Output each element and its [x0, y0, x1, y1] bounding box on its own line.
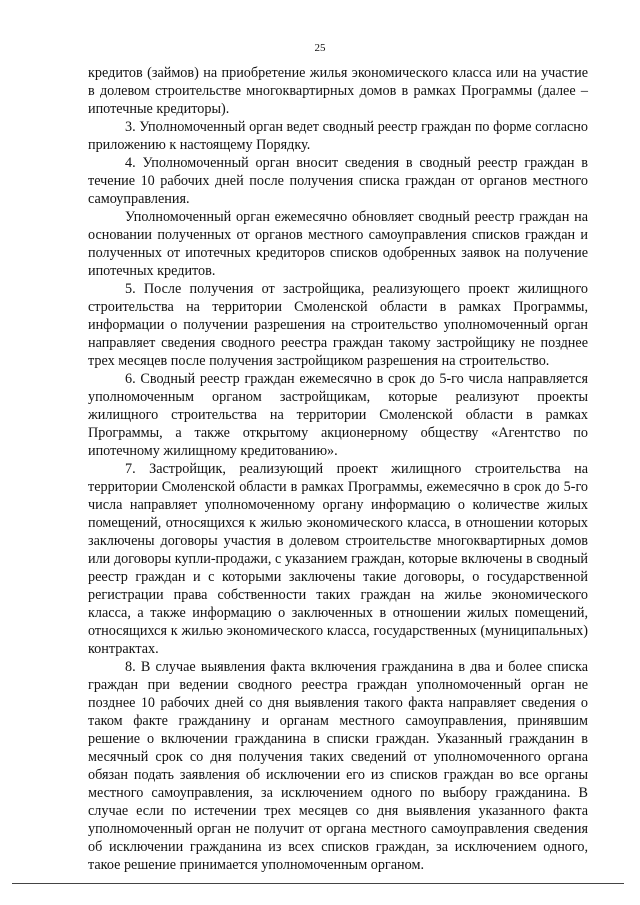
document-body: [88, 64, 588, 874]
paragraph-item-7: 7. Застройщик, реализующий проект жилищного строительства на территории Смоленской области в рамках Программы, ежемесячно в срок до 5-го числа направляет уполномоченному органу информацию о количестве жилых помещений, относящихся к жилью экономического класса, в отношении которых заключены договоры участия в долевом строительстве многоквартирных домов или договоры купли-продажи, с указанием граждан, которые включены в сводный реестр граждан и с которыми заключены такие договоры, о государственной регистрации права собственности таких граждан на жилье экономического класса, а также информацию о заключенных в отношении жилых помещений, относящихся к жилью экономического класса, государственных (муниципальных) контрактах.: [88, 461, 588, 657]
paragraph-item-4-continuation: Уполномоченный орган ежемесячно обновляет сводный реестр граждан на основании полученных от органов местного самоуправления списков граждан и полученных от ипотечных кредиторов списков одобренных заявок на получение ипотечных кредитов.: [88, 209, 588, 279]
bottom-divider: [12, 883, 624, 884]
paragraph-item-6: 6. Сводный реестр граждан ежемесячно в срок до 5-го числа направляется уполномоченным органом застройщикам, которые реализуют проекты жилищного строительства на территории Смоленской области в рамках Программы, а также открытому акционерному обществу «Агентство по ипотечному жилищному кредитованию».: [88, 371, 588, 459]
paragraph-item-3: 3. Уполномоченный орган ведет сводный реестр граждан по форме согласно приложению к настоящему Порядку.: [88, 119, 588, 153]
paragraph-item-5: 5. После получения от застройщика, реализующего проект жилищного строительства на территории Смоленской области в рамках Программы, информации о получении разрешения на строительство уполномоченный орган направляет сведения сводного реестра граждан такому застройщику не позднее трех месяцев после получения застройщиком разрешения на строительство.: [88, 281, 588, 369]
page-number: 25: [314, 42, 326, 54]
paragraph-intro-continuation: кредитов (займов) на приобретение жилья экономического класса или на участие в долевом строительстве многоквартирных домов в рамках Программы (далее – ипотечные кредиторы).: [88, 65, 588, 117]
paragraph-item-4: 4. Уполномоченный орган вносит сведения в сводный реестр граждан в течение 10 рабочих дней после получения списка граждан от органов местного самоуправления.: [88, 155, 588, 207]
paragraph-item-8: 8. В случае выявления факта включения гражданина в два и более списка граждан при ведении сводного реестра граждан уполномоченный орган не позднее 10 рабочих дней со дня выявления такого факта направляет сведения о таком факте гражданину и органам местного самоуправления, принявшим решение о включении гражданина в списки граждан. Указанный гражданин в месячный срок со дня получения таких сведений от уполномоченного органа обязан подать заявления об исключении его из списков граждан во все органы местного самоуправления, за исключением одного по выбору гражданина. В случае если по истечении трех месяцев со дня выявления указанного факта уполномоченный орган не получит от органа местного самоуправления сведения об исключении гражданина из всех списков граждан, за исключением одного, такое решение принимается уполномоченным органом.: [88, 659, 588, 873]
